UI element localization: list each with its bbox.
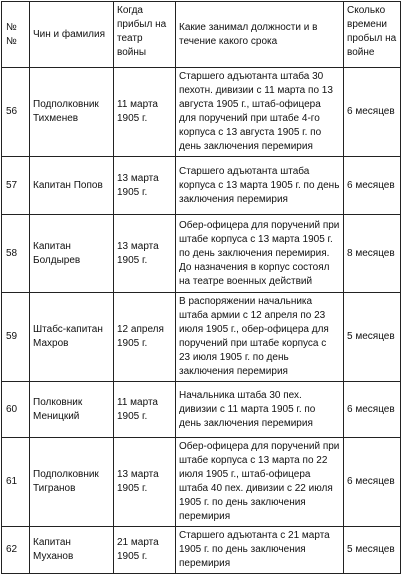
row-rank-name: Капитан Болдырев	[30, 215, 114, 293]
header-arrival: Когда прибыл на театр войны	[114, 2, 176, 68]
row-rank-name: Штабс-капитан Махров	[30, 293, 114, 382]
row-positions: Обер-офицера для поручений при штабе корпуса с 13 марта по 22 июля 1905 г., штаб-офицера штаба 40 пех. дивизии с 22 июля 1905 г. по день заключения перемирия	[176, 438, 344, 527]
row-positions: Старшего адъютанта с 21 марта 1905 г. по день заключения перемирия	[176, 527, 344, 574]
table-row	[2, 382, 401, 438]
row-number: 57	[2, 157, 30, 215]
row-number: 56	[2, 68, 30, 157]
row-rank-name: Подполковник Тихменев	[30, 68, 114, 157]
row-number: 60	[2, 382, 30, 438]
table-row	[2, 215, 401, 293]
row-positions: Начальника штаба 30 пех. дивизии с 11 марта 1905 г. по день заключения перемирия	[176, 382, 344, 438]
row-positions: Старшего адъютанта штаба 30 пехотн. дивизии с 11 марта по 13 августа 1905 г., штаб-офицера для поручений при штабе 4-го корпуса с 13 августа 1905 г. по день заключения перемирия	[176, 68, 344, 157]
row-arrival-date: 21 марта 1905 г.	[114, 527, 176, 574]
row-duration: 6 месяцев	[344, 157, 401, 215]
table-row	[2, 527, 401, 574]
table-row	[2, 68, 401, 157]
row-rank-name: Капитан Муханов	[30, 527, 114, 574]
table-row	[2, 293, 401, 382]
row-arrival-date: 13 марта 1905 г.	[114, 157, 176, 215]
row-number: 59	[2, 293, 30, 382]
table-header-row	[2, 2, 401, 68]
header-positions: Какие занимал должности и в течение какого срока	[176, 2, 344, 68]
row-duration: 8 месяцев	[344, 215, 401, 293]
row-number: 58	[2, 215, 30, 293]
header-number: №№	[2, 2, 30, 68]
row-positions: В распоряжении начальника штаба армии с 12 апреля по 23 июля 1905 г., обер-офицера для поручений при штабе корпуса с 23 июля 1905 г. по день заключения перемирия	[176, 293, 344, 382]
officers-table	[1, 1, 401, 574]
row-arrival-date: 11 марта 1905 г.	[114, 382, 176, 438]
row-arrival-date: 11 марта 1905 г.	[114, 68, 176, 157]
row-duration: 6 месяцев	[344, 382, 401, 438]
row-rank-name: Полковник Меницкий	[30, 382, 114, 438]
row-duration: 5 месяцев	[344, 293, 401, 382]
row-duration: 5 месяцев	[344, 527, 401, 574]
row-arrival-date: 13 марта 1905 г.	[114, 438, 176, 527]
header-rank-name: Чин и фамилия	[30, 2, 114, 68]
header-duration: Сколько времени пробыл на войне	[344, 2, 401, 68]
row-rank-name: Капитан Попов	[30, 157, 114, 215]
row-number: 62	[2, 527, 30, 574]
row-duration: 6 месяцев	[344, 438, 401, 527]
row-duration: 6 месяцев	[344, 68, 401, 157]
row-arrival-date: 13 марта 1905 г.	[114, 215, 176, 293]
table-row	[2, 438, 401, 527]
table-row	[2, 157, 401, 215]
row-arrival-date: 12 апреля 1905 г.	[114, 293, 176, 382]
row-number: 61	[2, 438, 30, 527]
row-positions: Старшего адъютанта штаба корпуса с 13 марта 1905 г. по день заключения перемирия	[176, 157, 344, 215]
row-positions: Обер-офицера для поручений при штабе корпуса с 13 марта 1905 г. по день заключения перемирия. До назначения в корпус состоял на театре военных действий	[176, 215, 344, 293]
row-rank-name: Подполковник Тигранов	[30, 438, 114, 527]
